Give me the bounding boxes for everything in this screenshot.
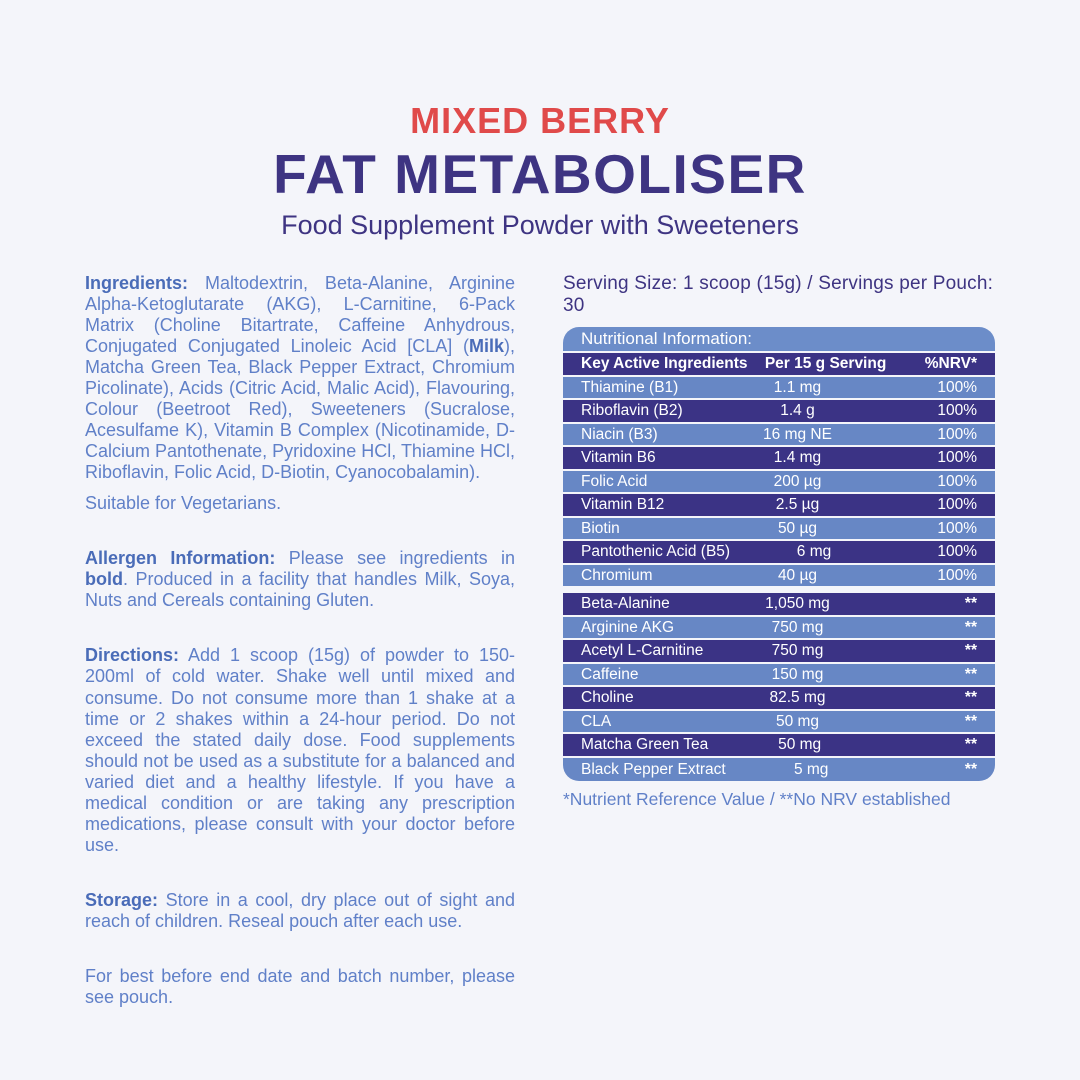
allergen-paragraph <box>85 548 515 611</box>
row-ingredient-name: Vitamin B12 <box>581 496 665 513</box>
row-amount: 82.5 mg <box>769 689 826 706</box>
flavor-title: MIXED BERRY <box>410 100 670 141</box>
table-row <box>563 377 995 401</box>
table-row <box>563 758 995 782</box>
row-nrv: 100% <box>937 449 977 466</box>
row-ingredient-name: Matcha Green Tea <box>581 736 709 753</box>
row-amount: 16 mg NE <box>763 425 832 443</box>
row-nrv: ** <box>964 665 977 683</box>
row-amount: 50 mg <box>778 736 822 753</box>
table-row <box>563 494 995 518</box>
col-header-ingredients: Key Active Ingredients <box>581 354 748 372</box>
row-nrv: ** <box>964 736 977 753</box>
row-ingredient-name: Black Pepper Extract <box>581 760 726 778</box>
storage-text: Store in a cool, dry place out of sight and reach of children. Reseal pouch after each use. <box>85 889 515 931</box>
storage-label: Storage: <box>85 889 159 910</box>
row-nrv: 100% <box>937 472 977 490</box>
table-row <box>563 447 995 471</box>
row-amount: 6 mg <box>796 543 832 560</box>
row-nrv: ** <box>964 642 977 659</box>
row-ingredient-name: CLA <box>581 712 612 730</box>
row-nrv: ** <box>964 689 977 706</box>
nutrition-table-header-row <box>563 353 995 377</box>
ingredients-allergen-word: Milk <box>468 335 504 356</box>
col-header-nrv: %NRV* <box>924 354 977 372</box>
row-amount: 200 µg <box>773 472 822 490</box>
directions-text: Add 1 scoop (15g) of powder to 150-200ml of cold water. Shake well until mixed and consume. Do not consume more than 1 shake at a time or 2 shakes within a 24-hour period. Do not exceed the stated daily dose. Food supplements should not be used as a substitute for a balanced and varied diet and a healthy lifestyle. If you have a medical condition or are taking any prescription medications, please consult with your doctor before use. <box>85 645 515 855</box>
row-ingredient-name: Acetyl L-Carnitine <box>581 642 704 659</box>
row-ingredient-name: Caffeine <box>581 665 639 683</box>
row-nrv: 100% <box>937 566 977 584</box>
row-amount: 5 mg <box>793 760 829 778</box>
ingredients-text-2: ), Matcha Green Tea, Black Pepper Extract, Chromium Picolinate), Acids (Citric Acid, Malic Acid), Flavouring, Colour (Beetroot Red), Sweeteners (Sucralose, Acesulfame K), Vitamin B Complex (Nicotinamide, D-Calcium Pantothenate, Pyridoxine HCl, Thiamine HCl, Riboflavin, Folic Acid, D-Biotin, Cyanocobalamin). <box>85 335 515 483</box>
row-amount: 50 mg <box>775 712 820 730</box>
row-ingredient-name: Beta-Alanine <box>581 595 670 612</box>
row-ingredient-name: Niacin (B3) <box>581 425 658 443</box>
row-nrv: ** <box>964 595 977 612</box>
row-nrv: 100% <box>937 496 977 513</box>
row-ingredient-name: Pantothenic Acid (B5) <box>581 543 731 560</box>
nutrition-table-title: Nutritional Information: <box>563 327 995 353</box>
row-amount: 150 mg <box>771 665 824 683</box>
row-nrv: 100% <box>937 425 977 443</box>
row-nrv: 100% <box>937 519 977 537</box>
row-amount: 1.1 mg <box>773 378 822 396</box>
row-ingredient-name: Biotin <box>581 519 620 537</box>
serving-size-line: Serving Size: 1 scoop (15g) / Servings per Pouch: 30 <box>563 272 994 316</box>
table-row <box>563 541 995 565</box>
allergen-bold-word: bold <box>85 569 123 590</box>
vitamins-section <box>563 377 995 589</box>
row-ingredient-name: Folic Acid <box>581 472 648 490</box>
table-row <box>563 640 995 664</box>
table-row <box>563 734 995 758</box>
table-row <box>563 400 995 424</box>
table-row <box>563 593 995 617</box>
row-amount: 750 mg <box>771 642 824 659</box>
row-nrv: 100% <box>937 402 977 419</box>
batch-note: For best before end date and batch number, please see pouch. <box>85 965 515 1008</box>
row-nrv: ** <box>964 712 977 730</box>
table-row <box>563 664 995 688</box>
actives-section <box>563 593 995 781</box>
allergen-text-1: Please see ingredients in <box>275 548 515 569</box>
table-row <box>563 711 995 735</box>
row-amount: 40 µg <box>777 566 818 584</box>
row-amount: 1,050 mg <box>765 595 830 612</box>
storage-paragraph <box>85 890 515 932</box>
row-nrv: 100% <box>937 378 977 396</box>
table-row <box>563 471 995 495</box>
row-ingredient-name: Choline <box>581 689 634 706</box>
directions-paragraph <box>85 645 515 855</box>
row-nrv: 100% <box>937 543 977 560</box>
row-amount: 1.4 mg <box>773 449 822 466</box>
info-text-column <box>85 273 515 1042</box>
col-header-per-serving: Per 15 g Serving <box>764 354 887 372</box>
suitable-for-vegetarians-note: Suitable for Vegetarians. <box>85 493 282 514</box>
row-amount: 1.4 g <box>780 402 815 419</box>
row-ingredient-name: Chromium <box>581 566 653 584</box>
table-row <box>563 518 995 542</box>
product-title: FAT METABOLISER <box>273 143 807 205</box>
row-ingredient-name: Thiamine (B1) <box>581 378 679 396</box>
nrv-footnote: *Nutrient Reference Value / **No NRV established <box>563 789 951 810</box>
row-ingredient-name: Arginine AKG <box>581 618 675 636</box>
ingredients-text-1: Maltodextrin, Beta-Alanine, Arginine Alpha-Ketoglutarate (AKG), L-Carnitine, 6-Pack Matrix (Choline Bitartrate, Caffeine Anhydrous, Conjugated Conjugated Linoleic Acid [CLA] ( <box>85 272 515 356</box>
row-nrv: ** <box>964 760 977 778</box>
allergen-label: Allergen Information: <box>85 548 276 569</box>
row-amount: 2.5 µg <box>775 496 820 513</box>
row-ingredient-name: Vitamin B6 <box>581 449 656 466</box>
content-columns <box>0 273 1080 1042</box>
table-row <box>563 687 995 711</box>
ingredients-label: Ingredients: <box>85 272 189 293</box>
table-row <box>563 424 995 448</box>
ingredients-paragraph <box>85 273 515 483</box>
product-subtitle: Food Supplement Powder with Sweeteners <box>281 209 799 240</box>
row-nrv: ** <box>964 618 977 636</box>
header <box>0 0 1080 241</box>
row-ingredient-name: Riboflavin (B2) <box>581 402 683 419</box>
table-row <box>563 617 995 641</box>
nutrition-table <box>563 327 995 782</box>
row-amount: 50 µg <box>777 519 818 537</box>
allergen-text-2: . Produced in a facility that handles Milk, Soya, Nuts and Cereals containing Gluten. <box>85 569 515 611</box>
table-row <box>563 565 995 589</box>
row-amount: 750 mg <box>771 618 824 636</box>
directions-label: Directions: <box>85 645 180 666</box>
nutrition-column <box>563 273 995 1042</box>
